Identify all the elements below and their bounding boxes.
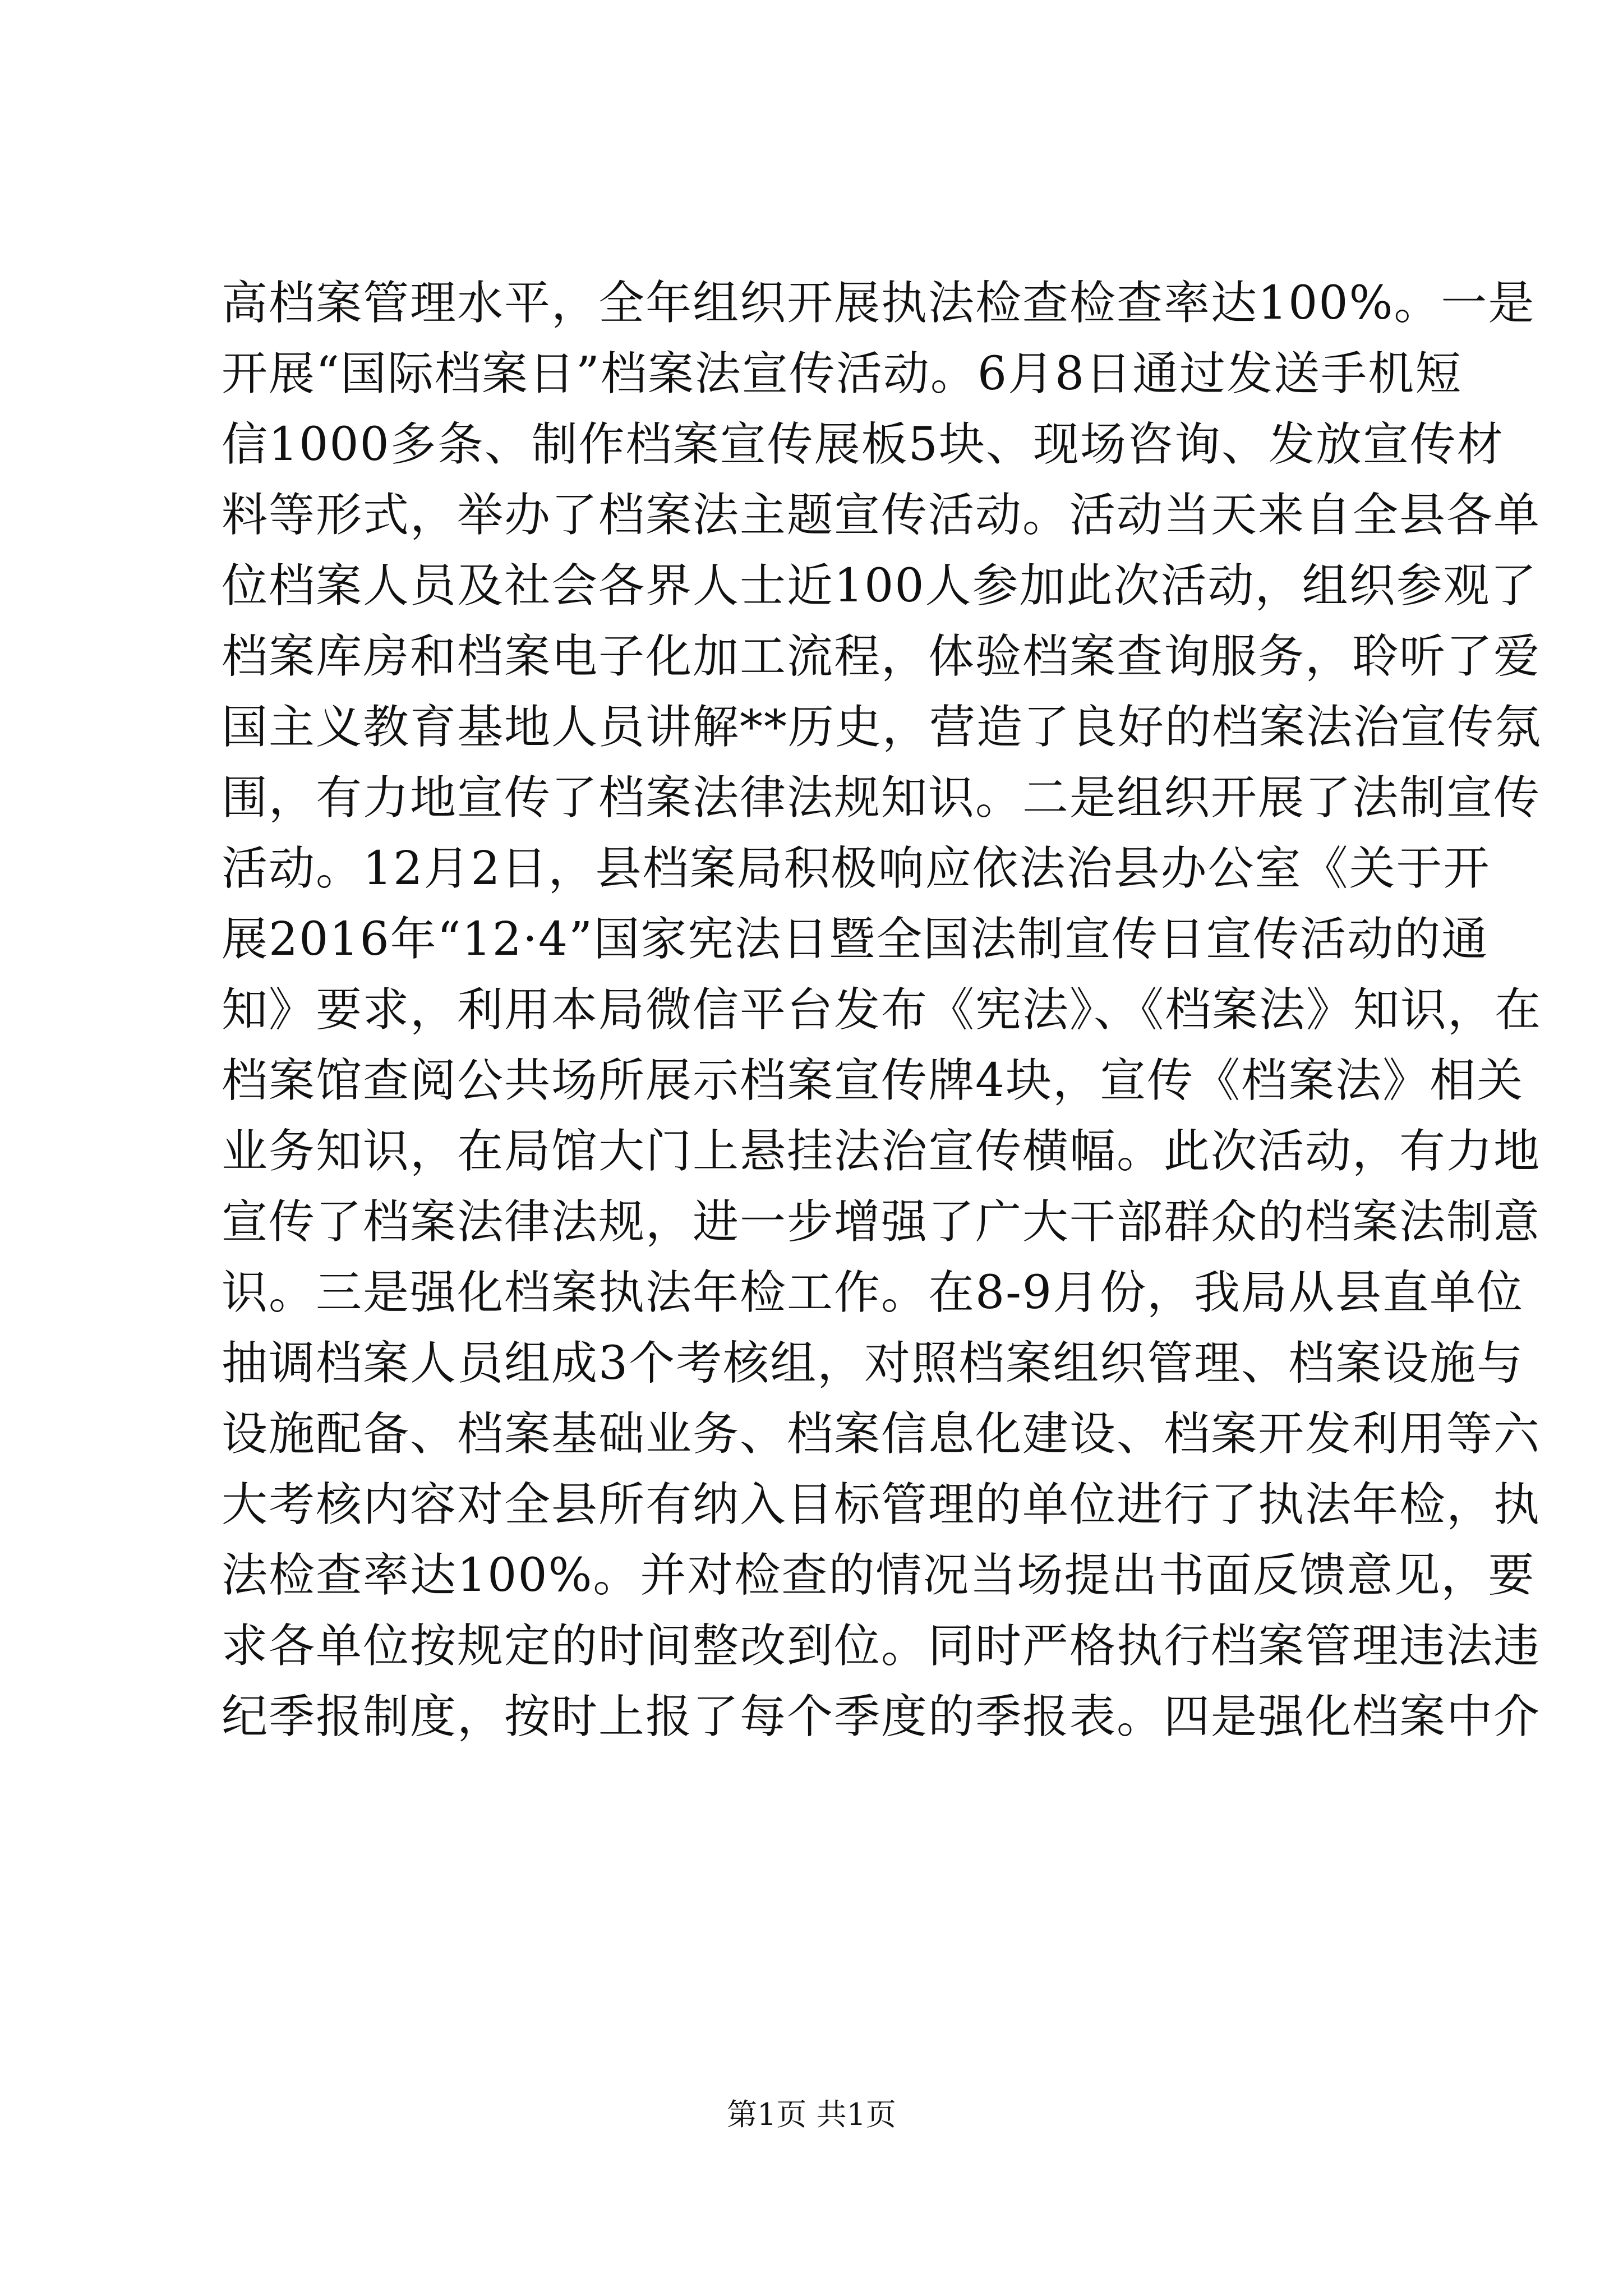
text-line: 设施配备、档案基础业务、档案信息化建设、档案开发利用等六: [222, 1407, 1541, 1461]
page-footer: 第1页 共1页: [727, 2097, 896, 2132]
text-line: 法检查率达100%。并对检查的情况当场提出书面反馈意见，要: [222, 1549, 1536, 1602]
text-line: 位档案人员及社会各界人士近100人参加此次活动，组织参观了: [222, 559, 1538, 613]
text-line: 识。三是强化档案执法年检工作。在8-9月份，我局从县直单位: [222, 1266, 1524, 1319]
text-line: 开展“国际档案日”档案法宣传活动。6月8日通过发送手机短: [222, 347, 1463, 401]
text-line: 纪季报制度，按时上报了每个季度的季报表。四是强化档案中介: [222, 1690, 1541, 1743]
text-line: 知》要求，利用本局微信平台发布《宪法》、《档案法》知识，在: [222, 983, 1542, 1037]
text-line: 信1000多条、制作档案宣传展板5块、现场咨询、发放宣传材: [222, 418, 1504, 471]
document-body: [222, 268, 1542, 1752]
text-line: 高档案管理水平，全年组织开展执法检查检查率达100%。一是: [222, 277, 1536, 330]
text-line: 围，有力地宣传了档案法律法规知识。二是组织开展了法制宣传: [222, 771, 1541, 825]
text-line: 业务知识，在局馆大门上悬挂法治宣传横幅。此次活动，有力地: [222, 1125, 1541, 1178]
text-line: 档案馆查阅公共场所展示档案宣传牌4块，宣传《档案法》相关: [222, 1054, 1524, 1107]
text-line: 料等形式，举办了档案法主题宣传活动。活动当天来自全县各单: [222, 489, 1541, 542]
text-line: 档案库房和档案电子化加工流程，体验档案查询服务，聆听了爱: [222, 630, 1541, 683]
text-line: 求各单位按规定的时间整改到位。同时严格执行档案管理违法违: [222, 1619, 1541, 1673]
text-line: 活动。12月2日，县档案局积极响应依法治县办公室《关于开: [222, 842, 1491, 895]
text-line: 展2016年“12·4”国家宪法日暨全国法制宣传日宣传活动的通: [222, 913, 1489, 966]
text-line: 宣传了档案法律法规，进一步增强了广大干部群众的档案法制意: [222, 1195, 1541, 1249]
text-line: 抽调档案人员组成3个考核组，对照档案组织管理、档案设施与: [222, 1337, 1524, 1390]
text-line: 国主义教育基地人员讲解**历史，营造了良好的档案法治宣传氛: [222, 701, 1542, 754]
text-line: 大考核内容对全县所有纳入目标管理的单位进行了执法年检，执: [222, 1478, 1541, 1531]
